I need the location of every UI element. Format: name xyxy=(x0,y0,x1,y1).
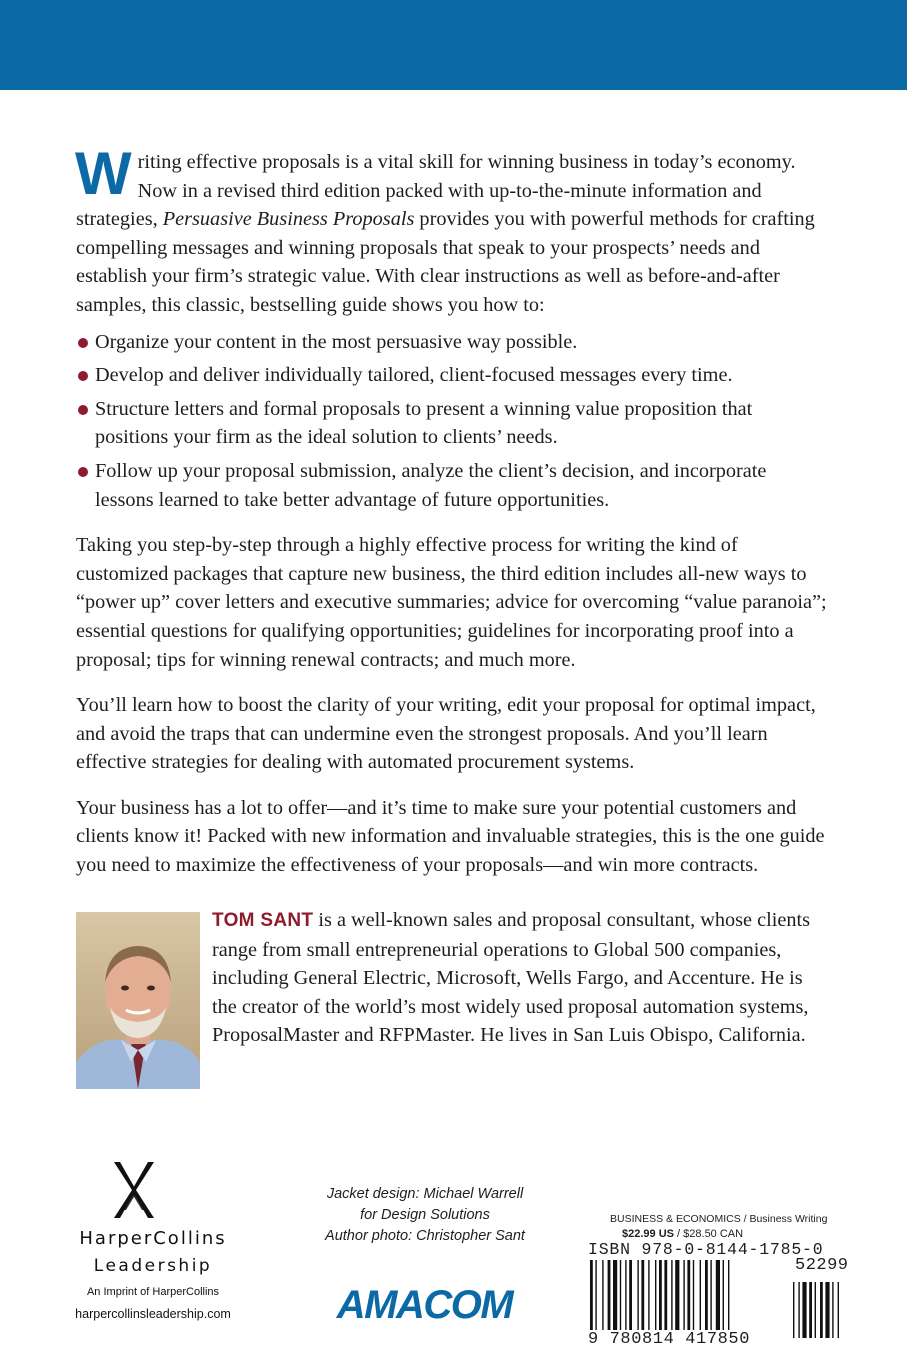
barcode-bar xyxy=(659,1260,662,1332)
barcode-bar xyxy=(641,1260,644,1332)
barcode-bar xyxy=(728,1260,729,1332)
barcode-bar xyxy=(608,1260,611,1332)
paragraph-closing: Your business has a lot to offer—and it’s time to make sure your potential customers and clients know it! Packed with new information and invaluable strategies, this is the one guide you need to maximize the effectiveness of your proposals—and win more contracts. xyxy=(76,796,825,877)
benefit-list xyxy=(76,328,830,515)
publisher-brand-leadership: Leadership xyxy=(93,1256,213,1276)
publisher-url: harpercollinsleadership.com xyxy=(75,1307,231,1321)
list-item: Follow up your proposal submission, analyze the client’s decision, and incorporate lessons learned to take better advantage of future opportunities. xyxy=(76,457,830,514)
amacom-logo: AMACOM xyxy=(336,1283,513,1327)
barcode-bar xyxy=(705,1260,708,1332)
barcode-bar xyxy=(687,1260,690,1332)
barcode-bar xyxy=(683,1260,684,1332)
credit-design-firm: for Design Solutions xyxy=(360,1207,490,1223)
barcode-bar xyxy=(602,1260,603,1332)
barcode-bar xyxy=(693,1260,694,1332)
barcode-bar xyxy=(625,1260,626,1332)
harpercollins-fire-water-icon xyxy=(110,1160,158,1238)
barcode-bar xyxy=(590,1260,593,1332)
price-can: $28.50 CAN xyxy=(683,1228,744,1240)
barcode-addon-bar xyxy=(825,1282,829,1338)
intro-text-2: provides you with powerful methods for crafting compelling messages and winning proposals that speak to your prospects’ needs and establish your firm’s strategic value. With clear instructions as well as before-and-after samples, this classic, bestselling guide shows you how to: xyxy=(76,208,815,316)
credit-jacket-design: Jacket design: Michael Warrell xyxy=(326,1186,524,1202)
barcode-addon-bar xyxy=(820,1282,823,1338)
price-line xyxy=(622,1228,743,1240)
barcode-bar xyxy=(613,1260,617,1332)
barcode-addon-bar xyxy=(793,1282,794,1338)
barcode-bar xyxy=(595,1260,596,1332)
author-name: TOM SANT xyxy=(212,910,314,931)
barcode-addon-bar xyxy=(838,1282,839,1338)
author-bio xyxy=(212,906,828,1050)
barcode-bar xyxy=(700,1260,701,1332)
barcode-bar xyxy=(671,1260,672,1332)
author-photo xyxy=(76,912,200,1089)
barcode-bar xyxy=(655,1260,656,1332)
paragraph-clarity: You’ll learn how to boost the clarity of your writing, edit your proposal for optimal impact, and avoid the traps that can undermine even the strongest proposals. And you’ll learn effective strategies for dealing with automated procurement systems. xyxy=(76,694,816,774)
cover-credits xyxy=(300,1184,550,1247)
intro-paragraph xyxy=(75,140,830,320)
barcode-number: 9 780814 417850 xyxy=(588,1330,753,1349)
top-color-band xyxy=(0,0,907,90)
back-cover-description xyxy=(75,140,830,880)
barcode-bar xyxy=(710,1260,711,1332)
barcode-addon-number: 52299 xyxy=(795,1256,849,1275)
barcode-bar xyxy=(629,1260,632,1332)
author-bio-text: is a well-known sales and proposal consultant, whose clients range from small entrepreneurial operations to Global 500 companies, including General Electric, Microsoft, Wells Fargo, and Accenture. He is the creator of the world’s most widely used proposal automation systems, ProposalMaster and RFPMaster. He lives in San Luis Obispo, California. xyxy=(212,909,811,1047)
barcode-addon-bar xyxy=(832,1282,833,1338)
author-portrait-illustration xyxy=(76,912,200,1089)
barcode-addon-bar xyxy=(802,1282,806,1338)
list-item: Develop and deliver individually tailored, client-focused messages every time. xyxy=(76,361,830,390)
barcode-bar xyxy=(675,1260,679,1332)
barcode-bar xyxy=(664,1260,667,1332)
barcode-addon-bar xyxy=(809,1282,812,1338)
list-item: Organize your content in the most persuasive way possible. xyxy=(76,328,830,357)
bisac-category: BUSINESS & ECONOMICS / Business Writing xyxy=(610,1213,828,1225)
intro-text-1: riting effective proposals is a vital skill for winning business in today’s economy. Now in a revised third edition packed with up-to-the-minute information and strategies, xyxy=(76,151,796,231)
publisher-imprint-line: An Imprint of HarperCollins xyxy=(86,1286,220,1298)
barcode-bar xyxy=(620,1260,621,1332)
barcode-bar xyxy=(637,1260,638,1332)
barcode-addon-bar xyxy=(798,1282,799,1338)
price-separator: / xyxy=(673,1228,684,1240)
barcode-addon-bar xyxy=(815,1282,816,1338)
credit-author-photo: Author photo: Christopher Sant xyxy=(325,1228,525,1244)
barcode-bar xyxy=(648,1260,649,1332)
barcode-bar xyxy=(723,1260,724,1332)
list-item: Structure letters and formal proposals to present a winning value proposition that positions your firm as the ideal solution to clients’ needs. xyxy=(76,395,830,452)
price-us: $22.99 US xyxy=(622,1228,674,1240)
barcode-bar xyxy=(716,1260,720,1332)
paragraph-process: Taking you step-by-step through a highly effective process for writing the kind of customized packages that capture new business, the third edition includes all-new ways to “power up” cover letters and executive summaries; advice for overcoming “value paranoia”; essential questions for qualifying opportunities; guidelines for incorporating proof into a proposal; tips for winning renewal contracts; and much more. xyxy=(76,534,827,671)
drop-cap: W xyxy=(75,140,132,207)
isbn-label: ISBN 978-0-8144-1785-0 xyxy=(588,1240,824,1259)
publisher-brand-name: HarperCollins xyxy=(79,1228,227,1249)
barcode-panel xyxy=(588,1206,850,1356)
book-title: Persuasive Business Proposals xyxy=(162,208,415,231)
